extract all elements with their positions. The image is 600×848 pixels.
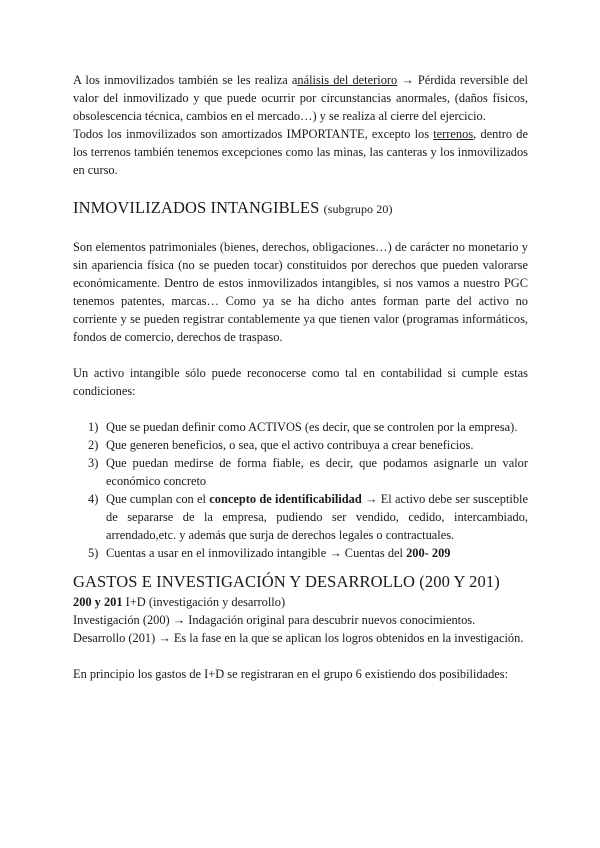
condition-item: 1) Que se puedan definir como ACTIVOS (es decir, que se controlen por la empresa). bbox=[88, 420, 518, 434]
condition-item: 2) Que generen beneficios, o sea, que el activo contribuya a crear beneficios. bbox=[88, 438, 474, 452]
id-subtitle: 200 y 201 I+D (investigación y desarrollo) bbox=[73, 595, 286, 609]
id-gastos-paragraph: En principio los gastos de I+D se registraran en el grupo 6 existiendo dos posibilidades: bbox=[73, 667, 509, 681]
conditions-intro-paragraph: Un activo intangible sólo puede reconocerse como tal en contabilidad si cumple estas condiciones: bbox=[73, 366, 528, 398]
investigacion-line: Investigación (200) → Indagación original para descubrir nuevos conocimientos. bbox=[73, 613, 476, 627]
gastos-id-heading: GASTOS E INVESTIGACIÓN Y DESARROLLO (200 Y 201) bbox=[73, 572, 500, 591]
analisis-deterioro-text: nálisis del deterioro bbox=[297, 73, 398, 87]
identificabilidad-term: concepto de identificabilidad bbox=[209, 492, 362, 506]
terrenos-text: terrenos bbox=[433, 127, 474, 141]
document-page bbox=[73, 71, 528, 683]
condition-item: 5) Cuentas a usar en el inmovilizado intangible → Cuentas del 200- 209 bbox=[88, 546, 451, 560]
desarrollo-line: Desarrollo (201) → Es la fase en la que se aplican los logros obtenidos en la investigación. bbox=[73, 631, 524, 645]
amortizacion-paragraph: Todos los inmovilizados son amortizados IMPORTANTE, excepto los terrenos, dentro de los terrenos también tenemos excepciones como las minas, las canteras y los inmovilizados en curso. bbox=[73, 127, 528, 177]
intangibles-definition-paragraph: Son elementos patrimoniales (bienes, derechos, obligaciones…) de carácter no monetario y sin apariencia física (no se pueden tocar) constituidos por derechos que pueden valorarse económicamente. Dentro de estos inmovilizados intangibles, si nos vamos a nuestro PGC tenemos patentes, marcas… Como ya se ha dicho antes forman parte del activo no corriente y se pueden registrar contablemente ya que tienen valor (programas informáticos, fondos de comercio, derechos de traspaso. bbox=[73, 240, 528, 344]
subgrupo-label: (subgrupo 20) bbox=[323, 202, 393, 216]
cuentas-range: 200- 209 bbox=[406, 546, 451, 560]
condition-item: 4) Que cumplan con el concepto de identificabilidad → El activo debe ser susceptible de separarse de la empresa, pudiendo ser vendido, cedido, intercambiado, arrendado,etc. y además que surja de derechos legales o contractuales. bbox=[88, 492, 528, 542]
conditions-list bbox=[73, 418, 528, 562]
intangibles-heading: INMOVILIZADOS INTANGIBLES (subgrupo 20) bbox=[73, 198, 393, 217]
deterioro-paragraph: A los inmovilizados también se les realiza análisis del deterioro → Pérdida reversible del valor del inmovilizado y que puede ocurrir por circunstancias anormales, (daños físicos, obsolescencia técnica, cambios en el mercado…) y se realiza al cierre del ejercicio. bbox=[73, 73, 528, 123]
condition-item: 3) Que puedan medirse de forma fiable, es decir, que podamos asignarle un valor económico concreto bbox=[88, 456, 528, 488]
